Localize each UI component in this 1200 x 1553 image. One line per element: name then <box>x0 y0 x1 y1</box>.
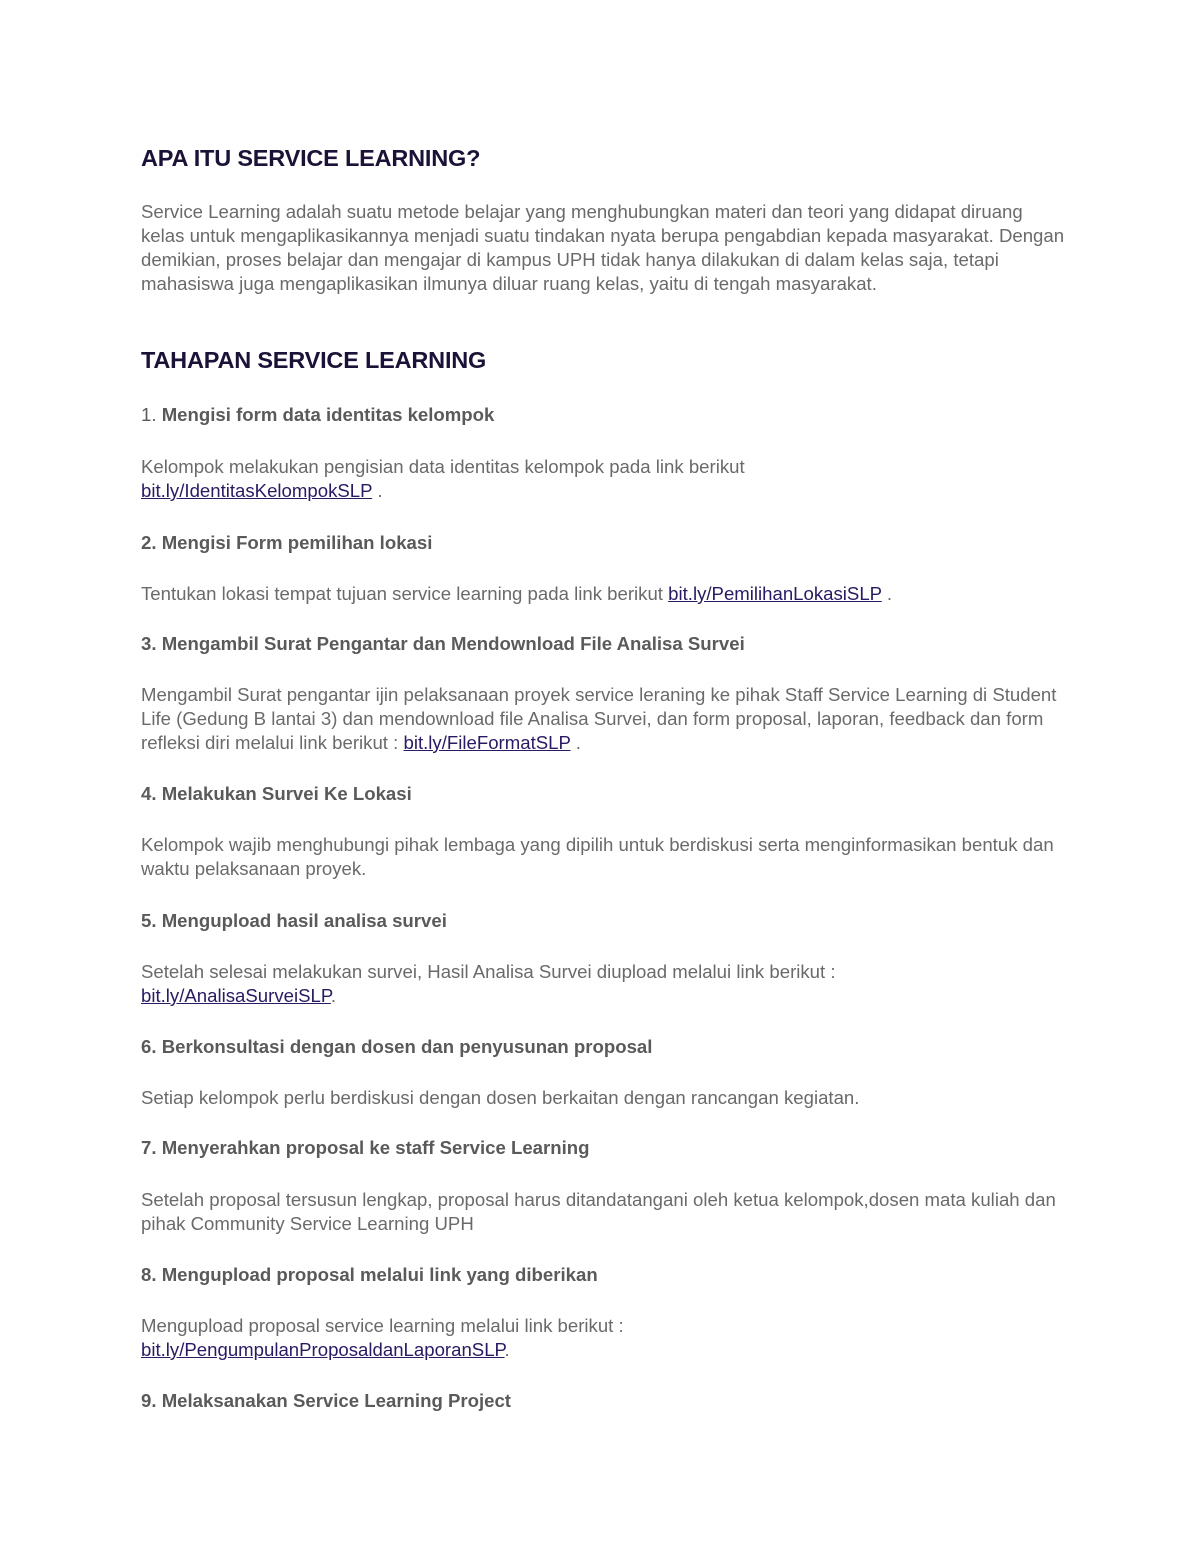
step-4-desc: Kelompok wajib menghubungi pihak lembaga yang dipilih untuk berdiskusi serta menginformasikan bentuk dan waktu pelaksanaan proyek. <box>141 834 1054 879</box>
step-5-desc-text: Setelah selesai melakukan survei, Hasil Analisa Survei diupload melalui link berikut : <box>141 961 836 982</box>
step-5-title <box>141 909 1066 933</box>
step-3-title-text: Mengambil Surat Pengantar dan Mendownload File Analisa Survei <box>161 633 745 654</box>
step-3-desc-text: Mengambil Surat pengantar ijin pelaksanaan proyek service leraning ke pihak Staff Service Learning di Student Life (Gedung B lantai 3) dan mendownload file Analisa Survei, dan form proposal, laporan, feedback dan form refleksi diri melalui link berikut : <box>141 684 1057 753</box>
step-8-desc-end: . <box>504 1339 510 1360</box>
step-9-number: 9. <box>141 1390 157 1411</box>
step-8-title <box>141 1263 1066 1287</box>
intro-paragraph: Service Learning adalah suatu metode belajar yang menghubungkan materi dan teori yang didapat diruang kelas untuk mengaplikasikannya menjadi suatu tindakan nyata berupa pengabdian kepada masyarakat. Dengan demikian, proses belajar dan mengajar di kampus UPH tidak hanya dilakukan di dalam kelas saja, tetapi mahasiswa juga mengaplikasikan ilmunya diluar ruang kelas, yaitu di tengah masyarakat. <box>141 201 1065 294</box>
step-1-title <box>141 403 1066 427</box>
step-1-desc-text: Kelompok melakukan pengisian data identitas kelompok pada link berikut <box>141 456 745 477</box>
step-3-title <box>141 632 1066 656</box>
step-3-link[interactable]: bit.ly/FileFormatSLP <box>403 732 571 753</box>
step-6-title <box>141 1035 1066 1059</box>
step-1-title-text: Mengisi form data identitas kelompok <box>161 404 495 425</box>
step-1-link[interactable]: bit.ly/IdentitasKelompokSLP <box>141 480 373 501</box>
step-5-number: 5. <box>141 910 157 931</box>
step-5-link[interactable]: bit.ly/AnalisaSurveiSLP <box>141 985 331 1006</box>
step-8-number: 8. <box>141 1264 157 1285</box>
step-3-number: 3. <box>141 633 157 654</box>
step-7-title <box>141 1136 1066 1160</box>
step-1-number: 1. <box>141 404 157 425</box>
step-2-number: 2. <box>141 532 157 553</box>
step-6-title-text: Berkonsultasi dengan dosen dan penyusunan proposal <box>161 1036 653 1057</box>
step-8-desc <box>141 1314 641 1362</box>
section-heading-stages: TAHAPAN SERVICE LEARNING <box>141 347 487 373</box>
step-2-title-text: Mengisi Form pemilihan lokasi <box>161 532 433 553</box>
step-6-number: 6. <box>141 1036 157 1057</box>
step-2-desc-end: . <box>881 583 893 604</box>
step-1-desc-end: . <box>372 480 383 501</box>
step-2-link[interactable]: bit.ly/PemilihanLokasiSLP <box>668 583 882 604</box>
step-5-title-text: Mengupload hasil analisa survei <box>161 910 447 931</box>
step-7-number: 7. <box>141 1137 157 1158</box>
step-3-desc <box>141 683 1066 755</box>
step-4-title-text: Melakukan Survei Ke Lokasi <box>161 783 412 804</box>
step-4-title <box>141 782 1066 806</box>
step-5-desc-end: . <box>330 985 337 1006</box>
step-4-number: 4. <box>141 783 157 804</box>
step-5-desc <box>141 960 861 1008</box>
step-2-title <box>141 531 1066 555</box>
step-9-title-text: Melaksanakan Service Learning Project <box>161 1390 512 1411</box>
step-7-desc: Setelah proposal tersusun lengkap, proposal harus ditandatangani oleh ketua kelompok,dosen mata kuliah dan pihak Community Service Learning UPH <box>141 1189 1056 1234</box>
step-7-title-text: Menyerahkan proposal ke staff Service Learning <box>161 1137 590 1158</box>
step-3-desc-end: . <box>570 732 581 753</box>
step-9-title <box>141 1389 1066 1413</box>
step-8-desc-text: Mengupload proposal service learning melalui link berikut : <box>141 1315 624 1336</box>
step-2-desc-text: Tentukan lokasi tempat tujuan service learning pada link berikut <box>141 583 663 604</box>
step-8-title-text: Mengupload proposal melalui link yang diberikan <box>161 1264 598 1285</box>
step-2-desc <box>141 582 1066 606</box>
step-6-desc: Setiap kelompok perlu berdiskusi dengan dosen berkaitan dengan rancangan kegiatan. <box>141 1087 860 1108</box>
section-heading-what-is: APA ITU SERVICE LEARNING? <box>141 145 481 171</box>
step-8-link[interactable]: bit.ly/PengumpulanProposaldanLaporanSLP <box>141 1339 505 1360</box>
step-1-desc <box>141 455 781 503</box>
